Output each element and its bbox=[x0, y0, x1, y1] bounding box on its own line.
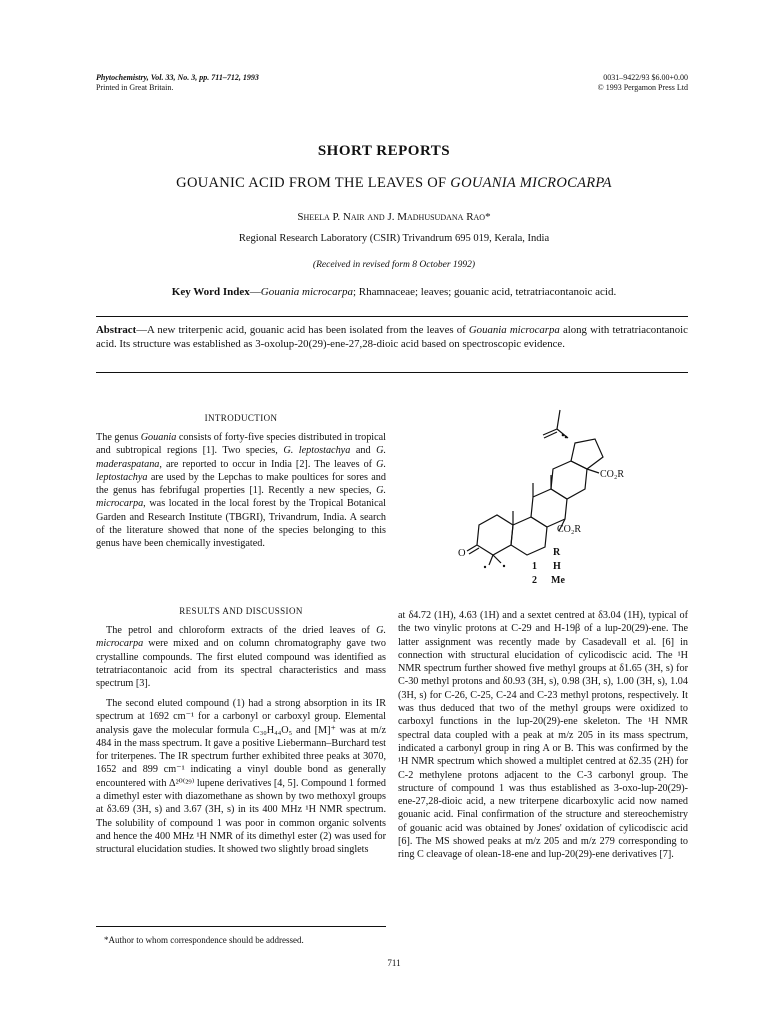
results-paragraph-1 bbox=[96, 624, 386, 690]
intro-species: G. leptostachya bbox=[96, 458, 386, 483]
results-text: The petrol and chloroform extracts of the dried leaves of bbox=[106, 625, 377, 636]
abstract bbox=[96, 324, 688, 351]
received-date: (Received in revised form 8 October 1992) bbox=[312, 260, 476, 270]
intro-text: , was located in the local forest by the Tropical Botanical Garden and Research Institute (TBGRI), Trivandrum, India. A search of the literature showed that none of the species belonging to this genus have been chemically investigated. bbox=[96, 498, 386, 550]
r-column-header: R bbox=[553, 547, 561, 558]
compound-1-number: 1 bbox=[532, 561, 537, 572]
footnote-rule bbox=[96, 926, 386, 927]
issn-code: 0031–9422/93 $6.00+0.00 bbox=[603, 73, 688, 82]
intro-species: G. maderaspatana bbox=[96, 445, 386, 470]
introduction-paragraph bbox=[96, 431, 386, 551]
title-text: GOUANIC ACID FROM THE LEAVES OF bbox=[176, 175, 451, 191]
abstract-label: Abstract bbox=[96, 324, 137, 336]
results-right-column: at δ4.72 (1H), 4.63 (1H) and a sextet centred at δ3.04 (1H), typical of the two vinylic protons at C-29 and H-19β of a lup-20(29)-ene. The latter assignment was recently made by Casadevall et al. [6] in connection with structural elucidation of cylicodiscic acid. The ¹H NMR spectrum further showed five methyl groups at δ1.65 (3H, s) for C-30 methyl protons and δ0.93 (3H, s), 0.98 (3H, s), 1.00 (3H, s), 1.04 (3H, s) for C-26, C-25, C-24 and C-23 methyl protons, respectively. It was thus deduced that two of the methyl groups were oxidized to carboxyl functions in the lup-20(29)-ene skeleton. The ¹H NMR spectral data coupled with a peak at m/z 205 in its mass spectrum, indicated a carbonyl group in ring A or B. This was confirmed by the ¹H NMR spectrum which showed a multiplet centred at δ2.35 (2H) for C-2 methylene protons adjacent to the C-3 carbonyl group. The structure of compound 1 was thus established as 3-oxo-lup-20(29)-ene-27,28-dioic acid, a new triterpene dicarboxylic acid now named gouanic acid. Final confirmation of the structure and stereochemistry of gouanic acid was obtained by Jones' oxidation of cylicodiscic acid [6]. The MS showed peaks at m/z 205 and m/z 279 corresponding to ring C cleavage of olean-18-ene and lup-20(29)-ene derivatives [7]. bbox=[398, 610, 688, 861]
rule-top bbox=[96, 316, 688, 317]
journal-citation bbox=[96, 73, 259, 93]
results-text: were mixed and on column chromatography gave two crystalline compounds. The first eluted compound was identified as tetratriacontanoic acid from its spectral characteristics and mass spectrum [3]. bbox=[96, 638, 386, 690]
compound-2-number: 2 bbox=[532, 575, 537, 586]
compound-2-r: Me bbox=[551, 575, 565, 586]
abstract-text-2: along with tetratriacontanoic acid. Its structure was established as 3-oxolup-20(29)-ene-27,28-dioic acid based on spectroscopic evidence. bbox=[96, 324, 688, 350]
affiliation: Regional Research Laboratory (CSIR) Trivandrum 695 019, Kerala, India bbox=[238, 233, 550, 244]
footnote: *Author to whom correspondence should be addressed. bbox=[104, 935, 304, 945]
intro-species: G. leptostachya bbox=[283, 445, 351, 457]
co2r-label-top: CO₂R bbox=[600, 469, 625, 480]
copyright: © 1993 Pergamon Press Ltd bbox=[597, 83, 688, 92]
keyword-species: Gouania microcarpa bbox=[260, 286, 353, 298]
intro-text: , are reported to occur in India [2]. The leaves of bbox=[159, 458, 377, 470]
results-paragraph-2: The second eluted compound (1) had a strong absorption in its IR spectrum at 1692 cm⁻¹ for a carbonyl or carboxyl group. Elemental analysis gave the molecular formula C₃₀H₄₄O₅ and [M]⁺ was at m/z 484 in the mass spectrum. It gave a positive Liebermann–Burchard test for triterpenes. The IR spectrum further exhibited three peaks at 3070, 1652 and 899 cm⁻¹ indicating a vinyl double bond as generally encountered with Δ²⁰⁽²⁹⁾ lupene derivatives [4, 5]. Compound 1 formed a dimethyl ester with diazomethane as shown by two methoxyl groups at δ3.69 (3H, s) and 3.67 (3H, s) in its 400 MHz ¹H NMR spectrum. The solubility of compound 1 was poor in common organic solvents and hence the 400 MHz ¹H NMR of its dimethyl ester (2) was used for structural elucidation studies. It showed two slightly broad singlets bbox=[96, 698, 386, 856]
rule-bottom bbox=[96, 372, 688, 373]
journal-line: Phytochemistry, Vol. 33, No. 3, pp. 711–712, 1993 bbox=[96, 73, 259, 82]
printed-in: Printed in Great Britain. bbox=[96, 83, 174, 92]
page-number: 711 bbox=[387, 958, 401, 968]
authors: Sheela P. Nair and J. Madhusudana Rao* bbox=[297, 211, 491, 223]
intro-species: G. microcarpa bbox=[96, 485, 386, 510]
results-species: G. microcarpa bbox=[96, 625, 386, 650]
compound-1-r: H bbox=[553, 561, 561, 572]
intro-text: consists of forty-five species distributed in tropical and subtropical regions [1]. Two species, bbox=[96, 432, 387, 457]
oxygen-label: O bbox=[458, 548, 466, 559]
publisher-info bbox=[598, 73, 688, 93]
title-species: GOUANIA MICROCARPA bbox=[450, 175, 612, 191]
co2r-label-bottom: CO₂R bbox=[557, 524, 582, 535]
article-title bbox=[0, 175, 768, 192]
abstract-species: Gouania microcarpa bbox=[468, 324, 560, 336]
keyword-rest: ; Rhamnaceae; leaves; gouanic acid, tetratriacontanoic acid. bbox=[352, 286, 617, 298]
intro-text: The genus bbox=[96, 432, 141, 443]
intro-genus: Gouania bbox=[140, 432, 177, 443]
abstract-text-1: —A new triterpenic acid, gouanic acid has been isolated from the leaves of bbox=[136, 324, 469, 336]
results-heading: RESULTS AND DISCUSSION bbox=[179, 606, 303, 616]
keyword-index bbox=[0, 286, 768, 298]
section-title: SHORT REPORTS bbox=[317, 143, 451, 159]
introduction-heading: INTRODUCTION bbox=[204, 413, 278, 423]
intro-text: are used by the Lepchas to make poultices for sores and the genus has febrifugal properties [1]. Recently a new species, bbox=[96, 471, 386, 497]
keyword-dash: — bbox=[249, 286, 261, 298]
intro-text: and bbox=[350, 445, 377, 457]
keyword-label: Key Word Index bbox=[171, 286, 250, 298]
chemical-structure bbox=[455, 405, 685, 580]
